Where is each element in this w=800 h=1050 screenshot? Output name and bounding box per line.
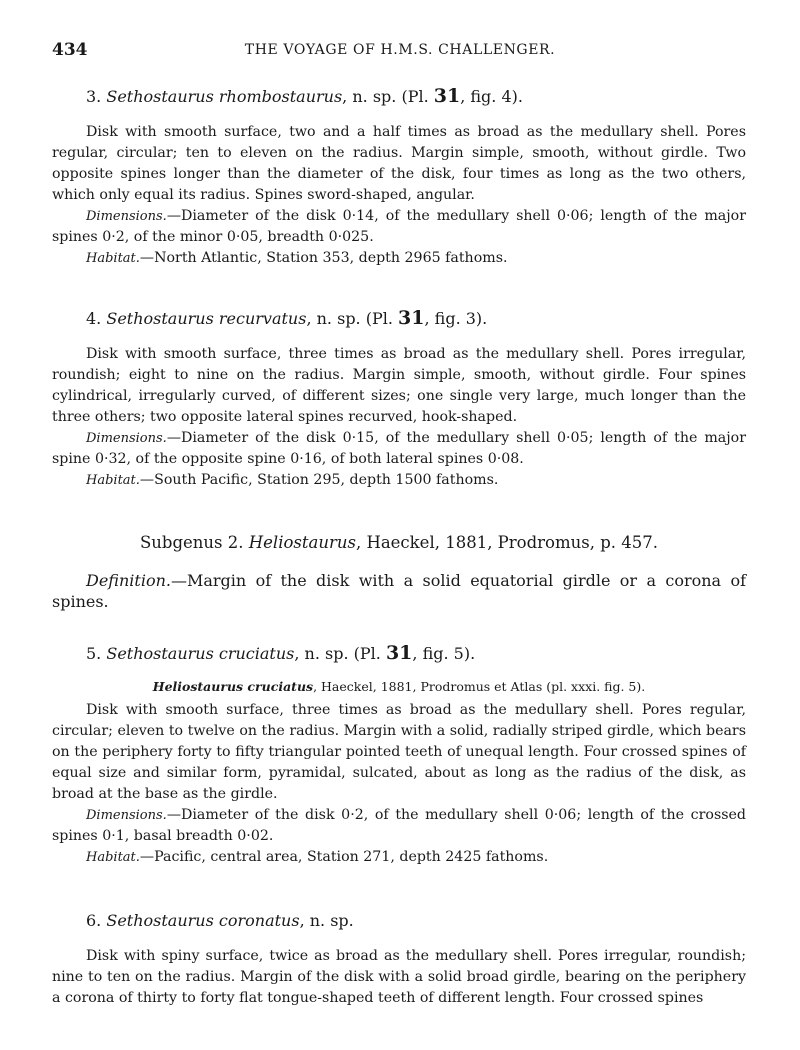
species-3: [52, 85, 746, 269]
species-heading: 4. Sethostaurus recurvatus, n. sp. (Pl. 31, fig. 3).: [86, 307, 488, 329]
dimensions: Dimensions.—Diameter of the disk 0·2, of the medullary shell 0·06; length of the crossed spines 0·1, basal breadth 0·02.: [52, 807, 746, 844]
running-title: THE VOYAGE OF H.M.S. CHALLENGER.: [244, 42, 556, 58]
species-5: [52, 642, 746, 868]
dimensions: Dimensions.—Diameter of the disk 0·15, of the medullary shell 0·05; length of the major spine 0·32, of the opposite spine 0·16, of both lateral spines 0·08.: [52, 430, 746, 467]
species-name: Sethostaurus rhombostaurus: [106, 87, 343, 106]
subgenus-section: [52, 533, 746, 612]
subgenus-name: Heliostaurus: [248, 533, 356, 552]
species-name: Sethostaurus cruciatus: [106, 644, 295, 663]
species-heading: 5. Sethostaurus cruciatus, n. sp. (Pl. 31, fig. 5).: [86, 642, 476, 664]
species-6: [52, 910, 746, 1009]
species-description: Disk with spiny surface, twice as broad as the medullary shell. Pores irregular, roundish; nine to ten on the radius. Margin of the disk with a solid broad girdle, bearing on the periphery a corona of thirty to forty flat tongue-shaped teeth of different length. Four crossed spines: [52, 948, 746, 1006]
page-header: [52, 40, 748, 62]
species-description: Disk with smooth surface, three times as broad as the medullary shell. Pores irregular, roundish; eight to nine on the radius. Margin simple, smooth, without girdle. Four spines cylindrical, irregularly curved, of different sizes; one single very large, much longer than the three others; two opposite lateral spines recurved, hook-shaped.: [52, 346, 746, 425]
species-description: Disk with smooth surface, three times as broad as the medullary shell. Pores regular, circular; eleven to twelve on the radius. Margin with a solid, radially striped girdle, which bears on the periphery forty to fifty triangular pointed teeth of unequal length. Four crossed spines of equal size and similar form, pyramidal, sulcated, about as long as the radius of the disk, as broad at the base as the girdle.: [52, 702, 746, 802]
species-heading: 3. Sethostaurus rhombostaurus, n. sp. (Pl. 31, fig. 4).: [86, 85, 523, 107]
habitat: Habitat.—Pacific, central area, Station 271, depth 2425 fathoms.: [86, 849, 549, 865]
habitat: Habitat.—South Pacific, Station 295, depth 1500 fathoms.: [86, 472, 499, 488]
species-name: Sethostaurus recurvatus: [106, 309, 307, 328]
species-name: Sethostaurus coronatus: [106, 911, 300, 930]
habitat: Habitat.—North Atlantic, Station 353, depth 2965 fathoms.: [86, 250, 508, 266]
dimensions: Dimensions.—Diameter of the disk 0·14, of the medullary shell 0·06; length of the major spines 0·2, of the minor 0·05, breadth 0·025.: [52, 208, 746, 245]
page-number: 434: [52, 40, 88, 60]
synonym-reference: Heliostaurus cruciatus, Haeckel, 1881, Prodromus et Atlas (pl. xxxi. fig. 5).: [152, 679, 646, 694]
subgenus-heading: Subgenus 2. Heliostaurus, Haeckel, 1881, Prodromus, p. 457.: [139, 533, 659, 552]
species-heading: 6. Sethostaurus coronatus, n. sp.: [86, 911, 354, 930]
species-description: Disk with smooth surface, two and a half times as broad as the medullary shell. Pores regular, circular; ten to eleven on the radius. Margin simple, smooth, without girdle. Two opposite spines longer than the diameter of the disk, four times as long as the two others, which only equal its radius. Spines sword-shaped, angular.: [52, 124, 746, 203]
species-4: [52, 307, 746, 491]
subgenus-definition: Definition.—Margin of the disk with a solid equatorial girdle or a corona of spines.: [52, 571, 746, 611]
